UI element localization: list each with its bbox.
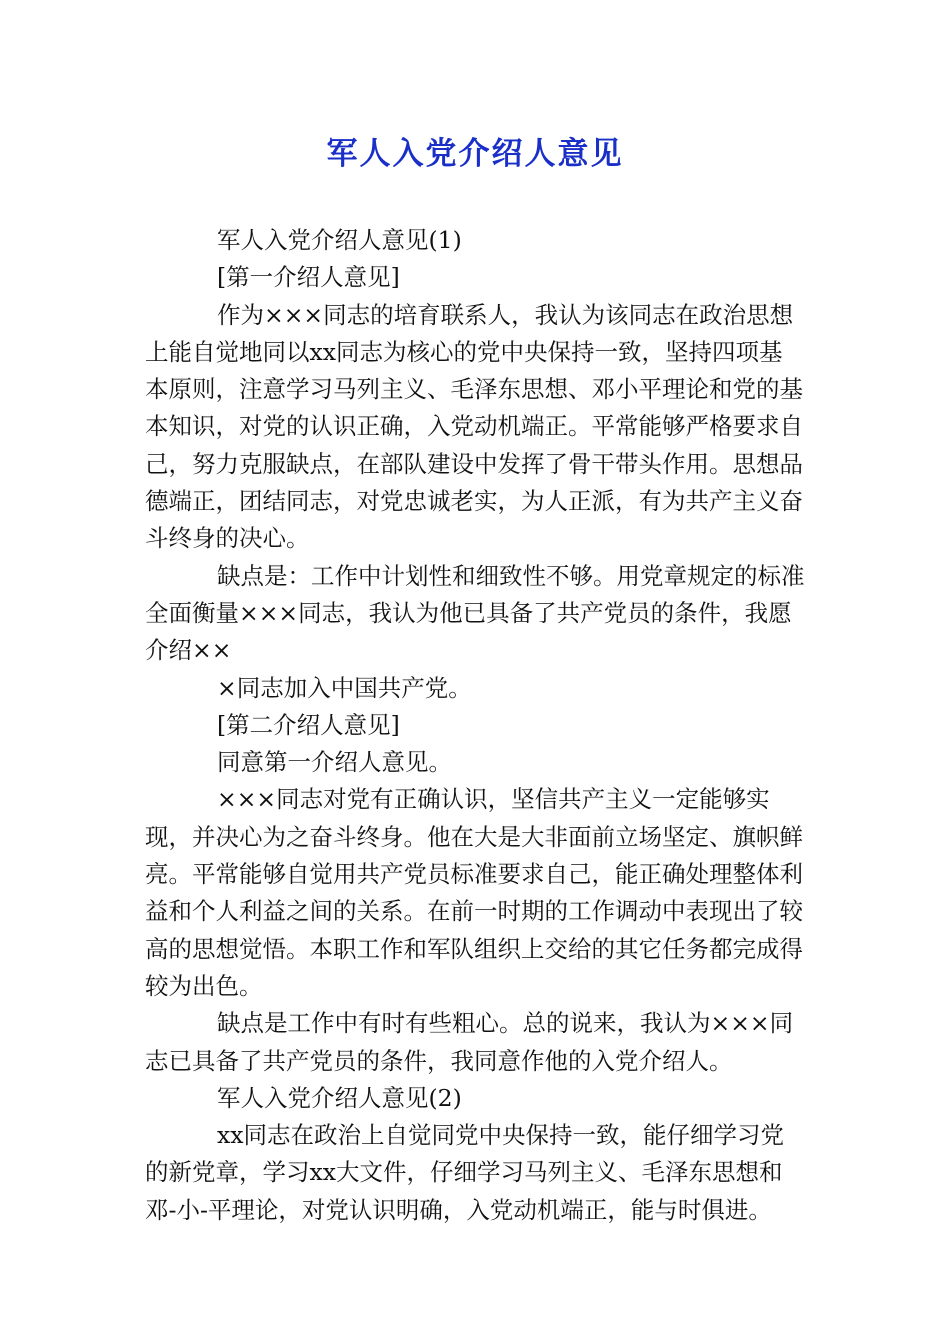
section-heading-1: 军人入党介绍人意见(1) <box>217 226 462 254</box>
paragraph: ×××同志对党有正确认识，坚信共产主义一定能够实现，并决心为之奋斗终身。他在大是大非面前立场坚定、旗帜鲜亮。平常能够自觉用共产党员标准要求自己，能正确处理整体利益和个人利益之间的关系。在前一时期的工作调动中表现出了较高的思想觉悟。本职工作和军队组织上交给的其它任务都完成得较为出色。 <box>145 785 803 1000</box>
paragraph: 作为×××同志的培育联系人，我认为该同志在政治思想上能自觉地同以xx同志为核心的党中央保持一致，坚持四项基本原则，注意学习马列主义、毛泽东思想、邓小平理论和党的基本知识，对党的认识正确，入党动机端正。平常能够严格要求自己，努力克服缺点，在部队建设中发挥了骨干带头作用。思想品德端正，团结同志，对党忠诚老实，为人正派，有为共产主义奋斗终身的决心。 <box>145 300 803 553</box>
paragraph: ×同志加入中国共产党。 <box>217 673 472 702</box>
document-body <box>145 222 805 1229</box>
document-title: 军人入党介绍人意见 <box>326 136 624 172</box>
section-heading-2: 军人入党介绍人意见(2) <box>217 1083 462 1112</box>
paragraph: xx同志在政治上自觉同党中央保持一致，能仔细学习党的新党章，学习xx大文件，仔细学习马列主义、毛泽东思想和邓-小-平理论，对党认识明确，入党动机端正，能与时俱进。 <box>145 1121 785 1224</box>
paragraph: 缺点是：工作中计划性和细致性不够。用党章规定的标准全面衡量×××同志，我认为他已具备了共产党员的条件，我愿介绍×× <box>145 561 805 665</box>
first-sponsor-heading: [第一介绍人意见] <box>217 263 400 292</box>
second-sponsor-heading: [第二介绍人意见] <box>217 710 400 739</box>
paragraph: 同意第一介绍人意见。 <box>217 748 452 777</box>
paragraph: 缺点是工作中有时有些粗心。总的说来，我认为×××同志已具备了共产党员的条件，我同意作他的入党介绍人。 <box>145 1009 794 1075</box>
